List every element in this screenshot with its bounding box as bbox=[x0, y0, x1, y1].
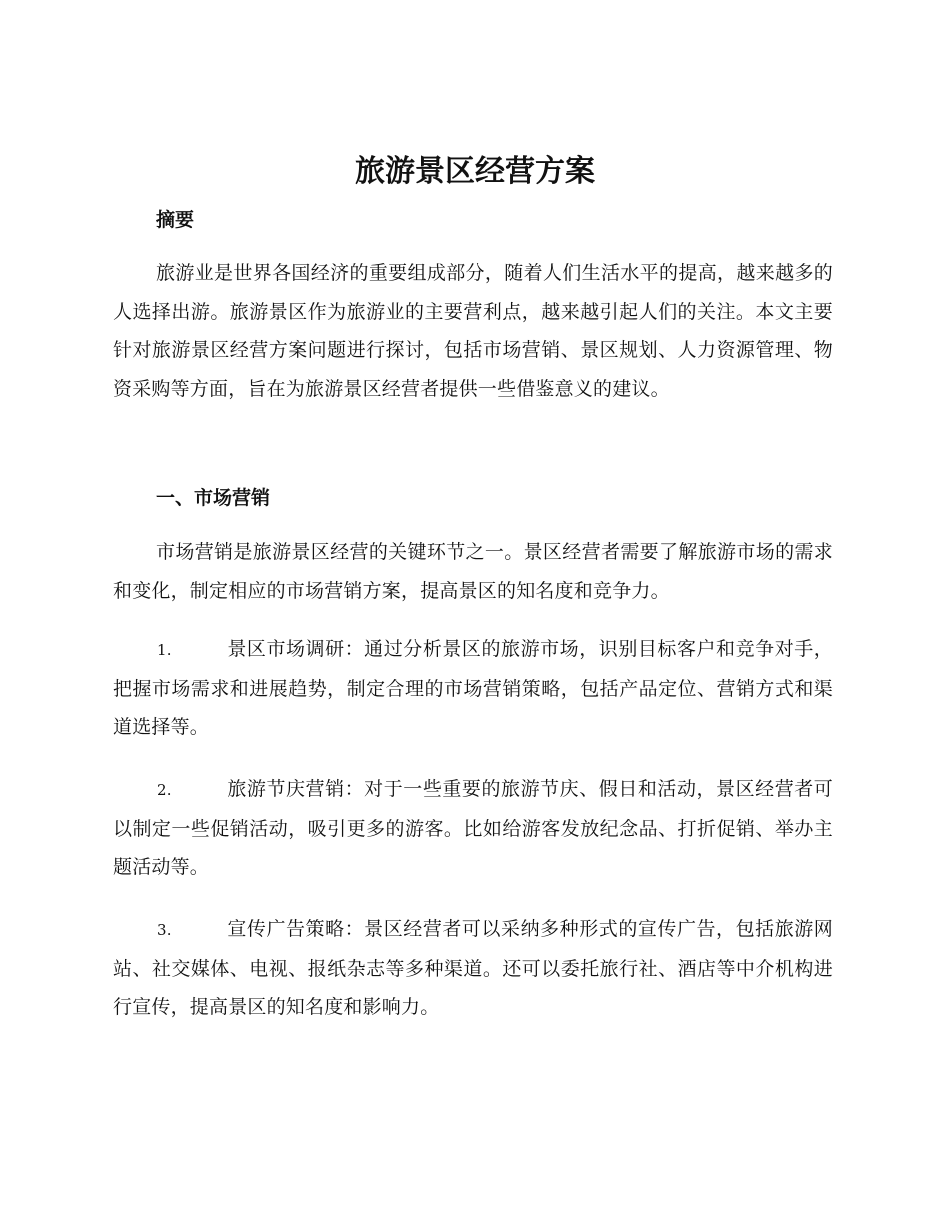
list-item-number: 2. bbox=[157, 781, 172, 799]
list-item bbox=[113, 630, 833, 747]
list-item-text: 宣传广告策略：景区经营者可以采纳多种形式的宣传广告，包括旅游网站、社交媒体、电视、报纸杂志等多种渠道。还可以委托旅行社、酒店等中介机构进行宣传，提高景区的知名度和影响力。 bbox=[113, 918, 833, 1018]
list-item-text: 景区市场调研：通过分析景区的旅游市场，识别目标客户和竞争对手，把握市场需求和进展趋势，制定合理的市场营销策略，包括产品定位、营销方式和渠道选择等。 bbox=[113, 638, 833, 738]
list-item bbox=[113, 910, 833, 1027]
list-item bbox=[113, 770, 833, 887]
list-item-number: 3. bbox=[157, 921, 172, 939]
list-item-text: 旅游节庆营销：对于一些重要的旅游节庆、假日和活动，景区经营者可以制定一些促销活动，吸引更多的游客。比如给游客发放纪念品、打折促销、举办主题活动等。 bbox=[113, 778, 833, 878]
abstract-heading: 摘要 bbox=[156, 209, 195, 231]
section-intro-paragraph: 市场营销是旅游景区经营的关键环节之一。景区经营者需要了解旅游市场的需求和变化，制定相应的市场营销方案，提高景区的知名度和竞争力。 bbox=[113, 541, 833, 602]
document-title: 旅游景区经营方案 bbox=[355, 154, 595, 189]
list-item-number: 1. bbox=[157, 641, 172, 659]
abstract-paragraph: 旅游业是世界各国经济的重要组成部分，随着人们生活水平的提高，越来越多的人选择出游。旅游景区作为旅游业的主要营利点，越来越引起人们的关注。本文主要针对旅游景区经营方案问题进行探讨，包括市场营销、景区规划、人力资源管理、物资采购等方面，旨在为旅游景区经营者提供一些借鉴意义的建议。 bbox=[113, 262, 833, 400]
section-heading-marketing: 一、市场营销 bbox=[156, 487, 271, 509]
